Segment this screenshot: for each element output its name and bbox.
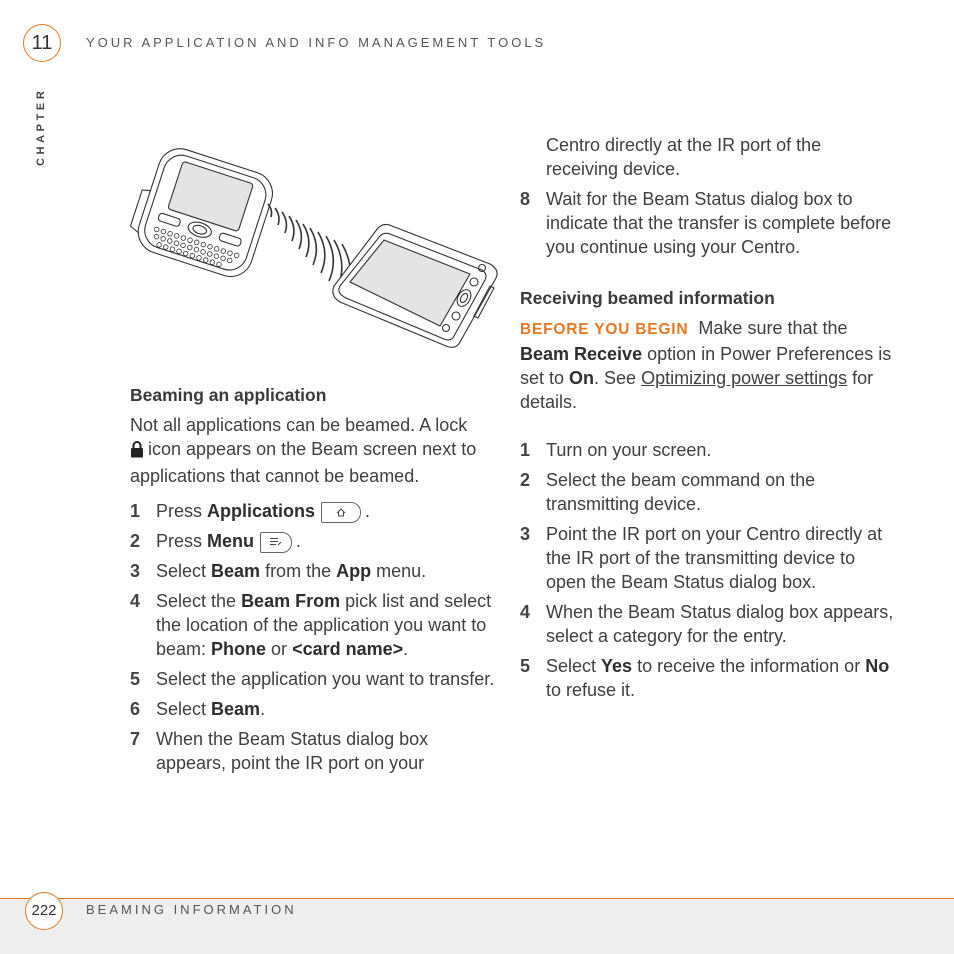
menu-key-icon: [260, 532, 292, 553]
left-step-4: [130, 589, 502, 661]
left-step-5: [130, 667, 502, 691]
step-text: Press: [156, 501, 208, 521]
step-text: to refuse it.: [546, 680, 636, 700]
lock-icon: [130, 440, 144, 464]
step-text: Select the application you want to transfer.: [156, 669, 495, 689]
before-you-begin-paragraph: [520, 316, 895, 414]
page-number-badge: 222: [25, 892, 63, 930]
step-text: or: [266, 639, 293, 659]
step-number: 1: [520, 440, 531, 460]
phone-device-icon: [128, 146, 278, 282]
step-bold-yes: Yes: [601, 656, 633, 676]
chapter-number-badge: 11: [23, 24, 61, 62]
before-text: option in Power Preferences is set to: [520, 344, 892, 388]
step-number: 8: [520, 189, 531, 209]
section-heading-receiving: Receiving beamed information: [520, 288, 775, 308]
before-bold-on: On: [569, 368, 595, 388]
handheld-device-icon: [333, 224, 497, 347]
step-text: from the: [260, 561, 337, 581]
step-7-continuation: Centro directly at the IR port of the receiving device.: [546, 135, 822, 179]
intro-text-1: Not all applications can be beamed. A lock: [130, 415, 468, 435]
step-number: 5: [520, 656, 531, 676]
intro-text-2: icon appears on the Beam screen next to applications that cannot be beamed.: [130, 439, 477, 486]
right-step-2: [520, 468, 895, 516]
step-text: .: [365, 501, 371, 521]
left-step-1: [130, 499, 502, 523]
before-text: Make sure that the: [698, 318, 848, 338]
step-bold: Beam From: [241, 591, 341, 611]
step-number: 3: [130, 561, 141, 581]
before-bold-beam-receive: Beam Receive: [520, 344, 643, 364]
step-number: 6: [130, 699, 141, 719]
home-key-icon: [321, 502, 361, 523]
before-text: for details.: [520, 368, 874, 412]
left-step-6: [130, 697, 502, 721]
right-step-4: [520, 600, 895, 648]
step-bold: Beam: [211, 699, 261, 719]
step-text: When the Beam Status dialog box appears, select a category for the entry.: [546, 602, 894, 646]
right-column: [520, 133, 895, 702]
step-bold: <card name>: [292, 639, 404, 659]
right-step-1: [520, 438, 895, 462]
step-text: Select: [546, 656, 602, 676]
step-text: .: [296, 531, 302, 551]
before-text: . See: [594, 368, 642, 388]
step-bold-applications: Applications: [207, 501, 316, 521]
step-bold: Beam: [211, 561, 261, 581]
step-text: to receive the information or: [632, 656, 866, 676]
intro-paragraph: [130, 413, 502, 488]
left-step-7: [130, 727, 502, 775]
step-bold: Phone: [211, 639, 267, 659]
step-text: When the Beam Status dialog box appears, point the IR port on your: [156, 729, 429, 773]
step-text: Wait for the Beam Status dialog box to indicate that the transfer is complete before you continue using your Centro.: [546, 189, 892, 257]
left-column: [130, 383, 502, 775]
step-number: 2: [130, 531, 141, 551]
beaming-devices-illustration: [128, 146, 500, 352]
step-bold-menu: Menu: [207, 531, 255, 551]
step-text: .: [403, 639, 409, 659]
step-text: Select the beam command on the transmitting device.: [546, 470, 816, 514]
step-text: Select: [156, 699, 212, 719]
footer-title: BEAMING INFORMATION: [86, 902, 297, 917]
step-text: Point the IR port on your Centro directly at the IR port of the transmitting device to open the Beam Status dialog box.: [546, 524, 883, 592]
step-number: 7: [130, 729, 141, 749]
step-text: Select: [156, 561, 212, 581]
step-text: Press: [156, 531, 208, 551]
step-number: 3: [520, 524, 531, 544]
step-number: 5: [130, 669, 141, 689]
chapter-label: CHAPTER: [35, 87, 47, 166]
step-bold: App: [336, 561, 372, 581]
step-number: 4: [130, 591, 141, 611]
right-step-8: [520, 187, 895, 259]
step-number: 4: [520, 602, 531, 622]
before-you-begin-label: BEFORE YOU BEGIN: [520, 321, 689, 338]
step-text: pick list and select the location of the application you want to beam:: [156, 591, 492, 659]
header-title: YOUR APPLICATION AND INFO MANAGEMENT TOOLS: [86, 35, 547, 50]
left-step-2: [130, 529, 502, 553]
step-text: Turn on your screen.: [546, 440, 712, 460]
section-heading-beaming: Beaming an application: [130, 385, 327, 405]
right-step-5: [520, 654, 895, 702]
left-step-3: [130, 559, 502, 583]
step-number: 1: [130, 501, 141, 521]
step-text: .: [260, 699, 266, 719]
step-number: 2: [520, 470, 531, 490]
step-text: menu.: [371, 561, 427, 581]
right-step-3: [520, 522, 895, 594]
step-bold-no: No: [865, 656, 890, 676]
optimizing-power-settings-link[interactable]: Optimizing power settings: [641, 368, 848, 388]
step-text: Select the: [156, 591, 242, 611]
